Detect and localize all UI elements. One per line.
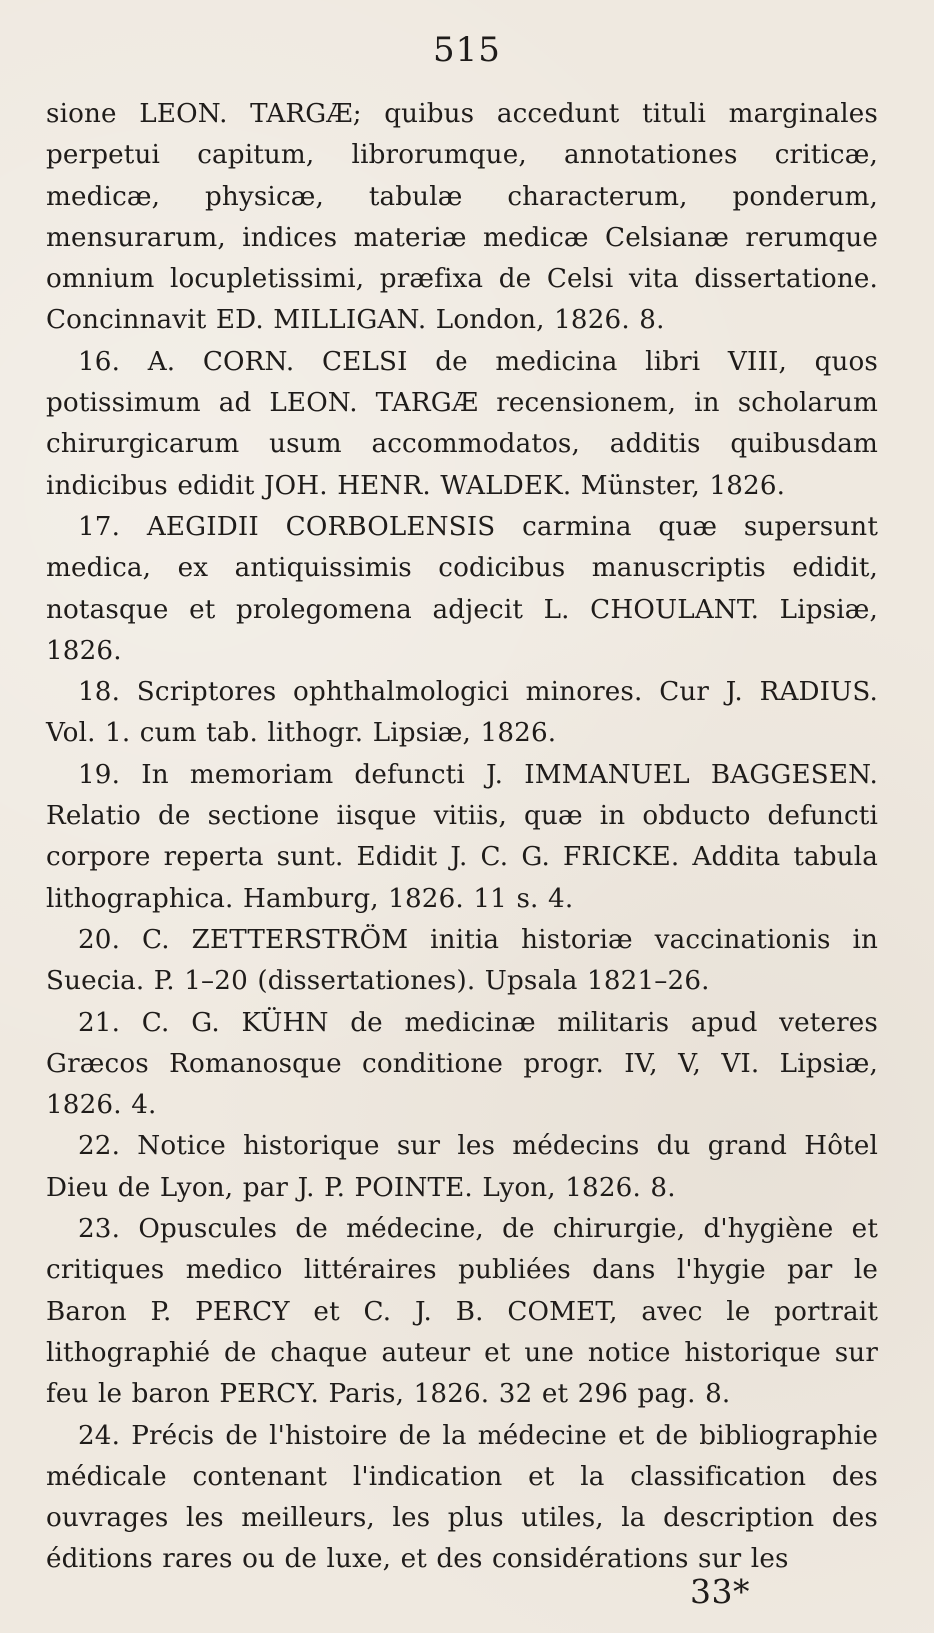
entry-23: 23. Opuscules de médecine, de chirurgie, d'hygiène et critiques medico littéraires publiées dans l'hygie par le Baron P. PERCY et C. J. B. COMET, avec le portrait lithographié de chaque auteur et une notice historique sur feu le baron PERCY. Paris, 1826. 32 et 296 pag. 8. <box>46 1214 878 1410</box>
entry-21: 21. C. G. KÜHN de medicinæ militaris apud veteres Græcos Romanosque conditione progr. IV, V, VI. Lipsiæ, 1826. 4. <box>46 1007 878 1121</box>
entry-continuation: sione LEON. TARGÆ; quibus accedunt tituli marginales perpetui capitum, librorumque, annotationes criticæ, medicæ, physicæ, tabulæ characterum, ponderum, mensurarum, indices materiæ medicæ Celsianæ rerumque omnium locupletissimi, præfixa de Celsi vita dissertatione. Concinnavit ED. MILLIGAN. London, 1826. 8. <box>46 99 878 336</box>
entry-19: 19. In memoriam defuncti J. IMMANUEL BAGGESEN. Relatio de sectione iisque vitiis, quæ in obducto defuncti corpore reperta sunt. Edidit J. C. G. FRICKE. Addita tabula lithographica. Hamburg, 1826. 11 s. 4. <box>46 759 878 914</box>
entry-17: 17. AEGIDII CORBOLENSIS carmina quæ supersunt medica, ex antiquissimis codicibus manuscriptis edidit, notasque et prolegomena adjecit L. CHOULANT. Lipsiæ, 1826. <box>46 511 878 666</box>
entry-22: 22. Notice historique sur les médecins du grand Hôtel Dieu de Lyon, par J. P. POINTE. Lyon, 1826. 8. <box>46 1131 878 1203</box>
page-number: 515 <box>433 30 501 70</box>
entry-20: 20. C. ZETTERSTRÖM initia historiæ vaccinationis in Suecia. P. 1–20 (dissertationes). Upsala 1821–26. <box>46 924 878 997</box>
entry-18: 18. Scriptores ophthalmologici minores. Cur J. RADIUS. Vol. 1. cum tab. lithogr. Lipsiæ, 1826. <box>46 677 878 749</box>
entry-16: 16. A. CORN. CELSI de medicina libri VIII, quos potissimum ad LEON. TARGÆ recensionem, in scholarum chirurgicarum usum accommodatos, additis quibusdam indicibus edidit JOH. HENR. WALDEK. Münster, 1826. <box>46 346 878 501</box>
entry-24: 24. Précis de l'histoire de la médecine et de bibliographie médicale contenant l'indication et la classification des ouvrages les meilleurs, les plus utiles, la description des éditions rares ou de luxe, et des considérations sur les <box>46 1420 878 1575</box>
bibliography-text <box>46 94 878 1581</box>
signature-mark: 33* <box>690 1572 750 1611</box>
